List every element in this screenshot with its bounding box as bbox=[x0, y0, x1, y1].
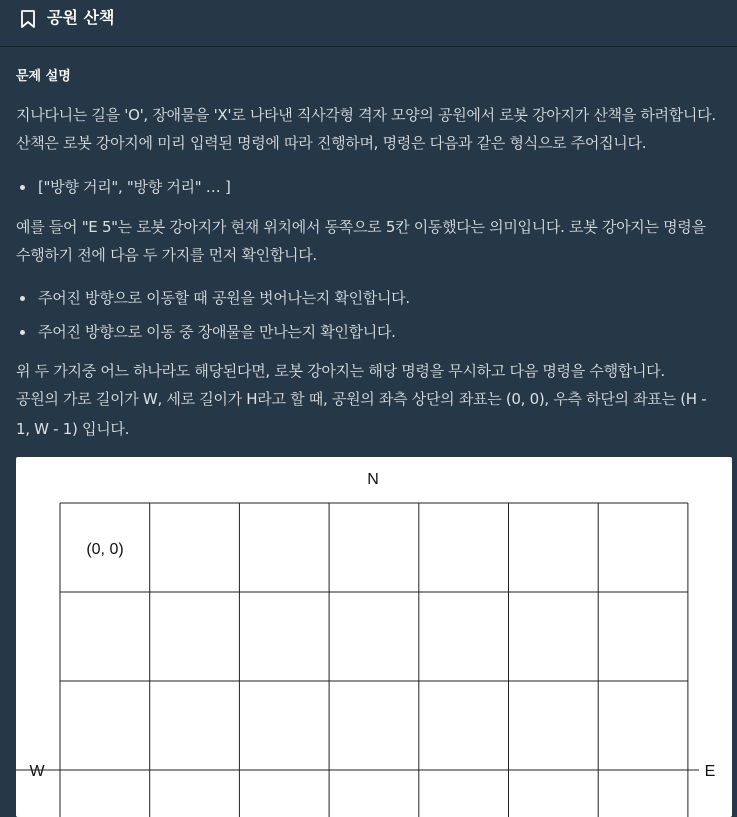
format-bullet: ["방향 거리", "방향 거리" … ] bbox=[38, 178, 231, 196]
rule-line-1: 위 두 가지중 어느 하나라도 해당된다면, 로봇 강아지는 해당 명령을 무시하고 다음 명령을 수행합니다. bbox=[16, 362, 665, 380]
rule-line-3: 1, W - 1) 입니다. bbox=[16, 420, 130, 438]
park-grid-figure bbox=[16, 457, 732, 817]
check-bullet-1: 주어진 방향으로 이동할 때 공원을 벗어나는지 확인합니다. bbox=[38, 289, 410, 307]
page-title: 공원 산책 bbox=[47, 8, 115, 27]
east-label: E bbox=[704, 763, 716, 780]
origin-cell-label: (0, 0) bbox=[86, 541, 124, 558]
page-header bbox=[0, 0, 737, 47]
west-label: W bbox=[29, 763, 45, 780]
intro-line-1: 지나다니는 길을 'O', 장애물을 'X'로 나타낸 직사각형 격자 모양의 공원에서 로봇 강아지가 산책을 하려합니다. bbox=[16, 106, 716, 124]
bookmark-icon[interactable] bbox=[20, 10, 36, 28]
check-bullet-2: 주어진 방향으로 이동 중 장애물을 만나는지 확인합니다. bbox=[38, 323, 396, 341]
intro-line-2: 산책은 로봇 강아지에 미리 입력된 명령에 따라 진행하며, 명령은 다음과 같은 형식으로 주어집니다. bbox=[16, 134, 647, 152]
section-title: 문제 설명 bbox=[16, 69, 71, 84]
grid-lines bbox=[60, 503, 688, 817]
example-line-1: 예를 들어 "E 5"는 로봇 강아지가 현재 위치에서 동쪽으로 5칸 이동했다는 의미입니다. 로봇 강아지는 명령을 bbox=[16, 218, 706, 236]
rule-line-2: 공원의 가로 길이가 W, 세로 길이가 H라고 할 때, 공원의 좌측 상단의 좌표는 (0, 0), 우측 하단의 좌표는 (H - bbox=[16, 390, 707, 408]
north-label: N bbox=[367, 471, 379, 488]
example-line-2: 수행하기 전에 다음 두 가지를 먼저 확인합니다. bbox=[16, 246, 317, 264]
park-grid bbox=[16, 457, 732, 817]
